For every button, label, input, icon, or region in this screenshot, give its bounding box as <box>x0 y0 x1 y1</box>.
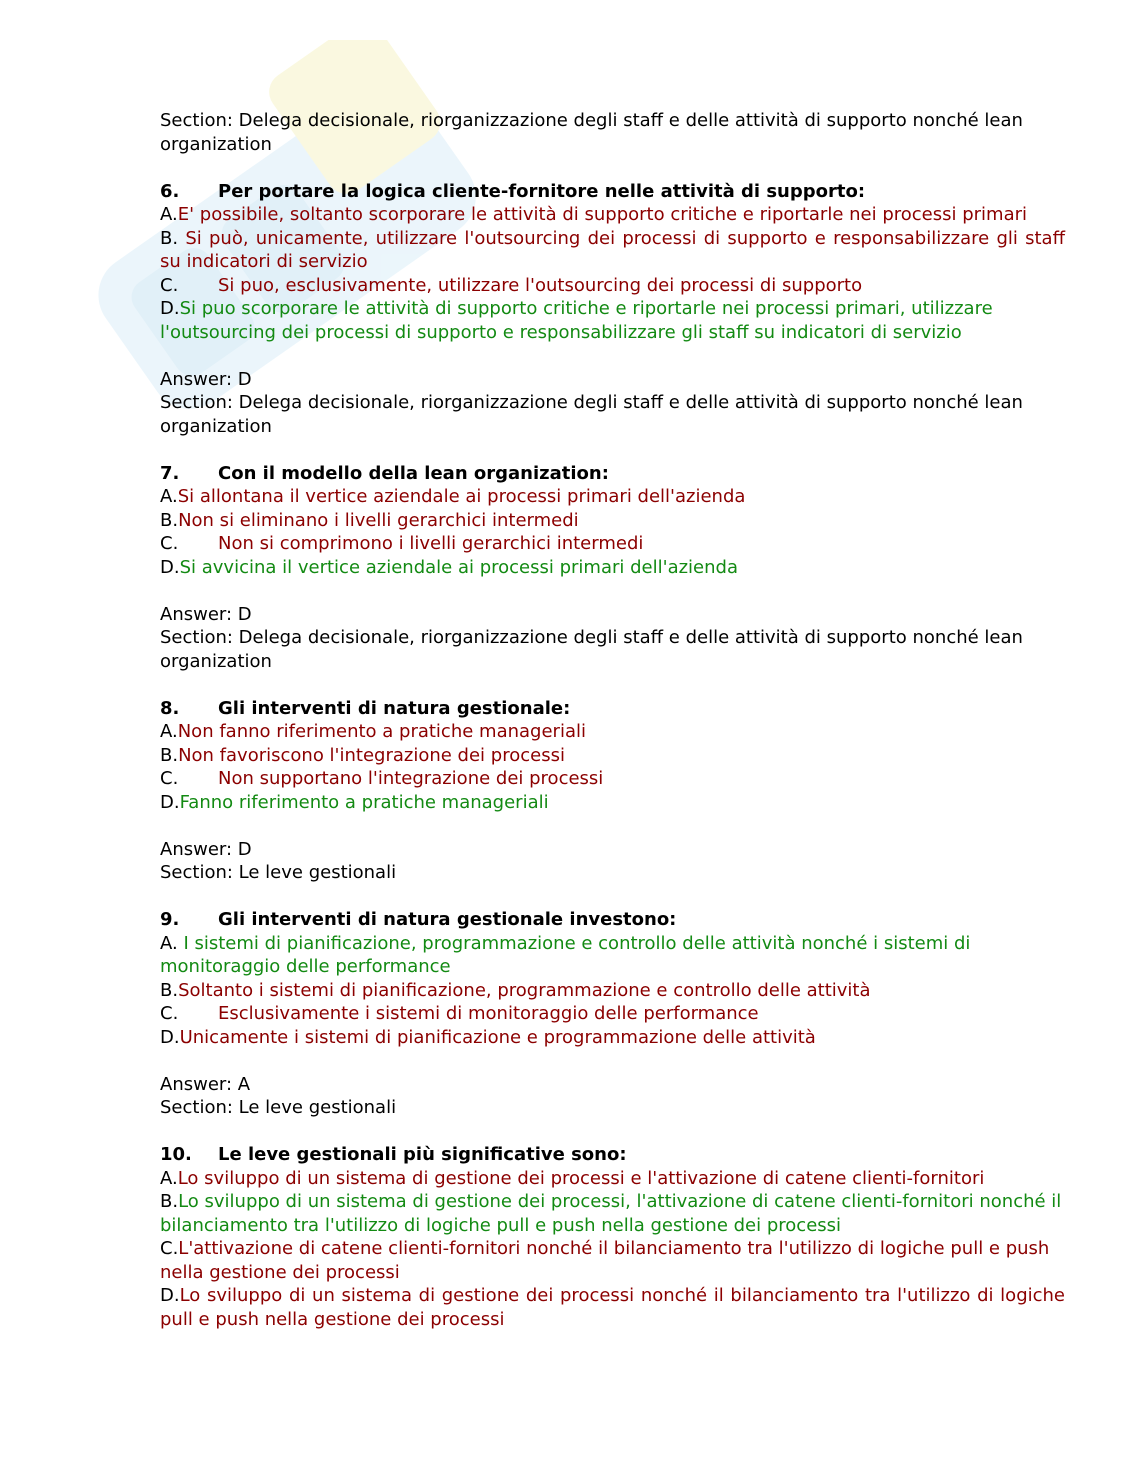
answer-text: Answer: D <box>160 603 252 625</box>
option-d: D.Si avvicina il vertice aziendale ai processi primari dell'azienda <box>160 556 738 578</box>
question-title: 7. Con il modello della lean organization: <box>160 462 609 484</box>
section-text: Section: Le leve gestionali <box>160 1097 397 1118</box>
option-b: B.Lo sviluppo di un sistema di gestione dei processi, l'attivazione di catene clienti-fornitori nonché il bilanciamento tra l'utilizzo di logiche pull e push nella gestione dei processi <box>160 1191 1062 1236</box>
option-b: B.Soltanto i sistemi di pianificazione, programmazione e controllo delle attività <box>160 979 871 1001</box>
option-b: B. Si può, unicamente, utilizzare l'outsourcing dei processi di supporto e responsabilizzare gli staff su indicatori di servizio <box>160 227 1065 272</box>
section-text: Section: Delega decisionale, riorganizzazione degli staff e delle attività di supporto nonché lean organization <box>160 627 1023 672</box>
question-block <box>160 908 1065 1049</box>
section-text: Section: Le leve gestionali <box>160 862 397 883</box>
question-title: 10. Le leve gestionali più significative sono: <box>160 1144 627 1165</box>
question-title: 9. Gli interventi di natura gestionale investono: <box>160 909 677 930</box>
answer-text: Answer: A <box>160 1073 251 1095</box>
option-a: A.Lo sviluppo di un sistema di gestione dei processi e l'attivazione di catene clienti-fornitori <box>160 1167 985 1189</box>
section-text: Section: Delega decisionale, riorganizzazione degli staff e delle attività di supporto nonché lean organization <box>160 392 1023 437</box>
header-section-text: Section: Delega decisionale, riorganizzazione degli staff e delle attività di supporto nonché lean organization <box>160 110 1023 155</box>
option-d: D.Unicamente i sistemi di pianificazione e programmazione delle attività <box>160 1026 816 1048</box>
option-b: B.Non si eliminano i livelli gerarchici intermedi <box>160 509 579 531</box>
option-a: A.E' possibile, soltanto scorporare le attività di supporto critiche e riportarle nei processi primari <box>160 204 1028 225</box>
option-c: C. Si puo, esclusivamente, utilizzare l'outsourcing dei processi di supporto <box>160 274 863 296</box>
question-block <box>160 462 1065 580</box>
document-page <box>160 109 1065 1355</box>
option-a: A. I sistemi di pianificazione, programmazione e controllo delle attività nonché i sistemi di monitoraggio delle performance <box>160 932 971 977</box>
option-a: A.Si allontana il vertice aziendale ai processi primari dell'azienda <box>160 486 746 507</box>
option-c: C. Non si comprimono i livelli gerarchici intermedi <box>160 533 644 554</box>
question-block <box>160 180 1065 345</box>
question-block <box>160 697 1065 815</box>
option-c: C.L'attivazione di catene clienti-fornitori nonché il bilanciamento tra l'utilizzo di logiche pull e push nella gestione dei processi <box>160 1238 1050 1283</box>
option-c: C. Non supportano l'integrazione dei processi <box>160 768 604 789</box>
question-block <box>160 1143 1065 1331</box>
option-d: D.Lo sviluppo di un sistema di gestione dei processi nonché il bilanciamento tra l'utilizzo di logiche pull e push nella gestione dei processi <box>160 1285 1065 1330</box>
option-b: B.Non favoriscono l'integrazione dei processi <box>160 744 565 766</box>
question-title: 8. Gli interventi di natura gestionale: <box>160 697 571 719</box>
answer-text: Answer: D <box>160 838 252 860</box>
option-d: D.Fanno riferimento a pratiche manageriali <box>160 791 549 813</box>
option-d: D.Si puo scorporare le attività di supporto critiche e riportarle nei processi primari, utilizzare l'outsourcing dei processi di supporto e responsabilizzare gli staff su indicatori di servizio <box>160 298 993 343</box>
answer-text: Answer: D <box>160 368 252 390</box>
question-title: 6. Per portare la logica cliente-fornitore nelle attività di supporto: <box>160 180 866 202</box>
option-c: C. Esclusivamente i sistemi di monitoraggio delle performance <box>160 1003 759 1024</box>
option-a: A.Non fanno riferimento a pratiche manageriali <box>160 721 586 742</box>
